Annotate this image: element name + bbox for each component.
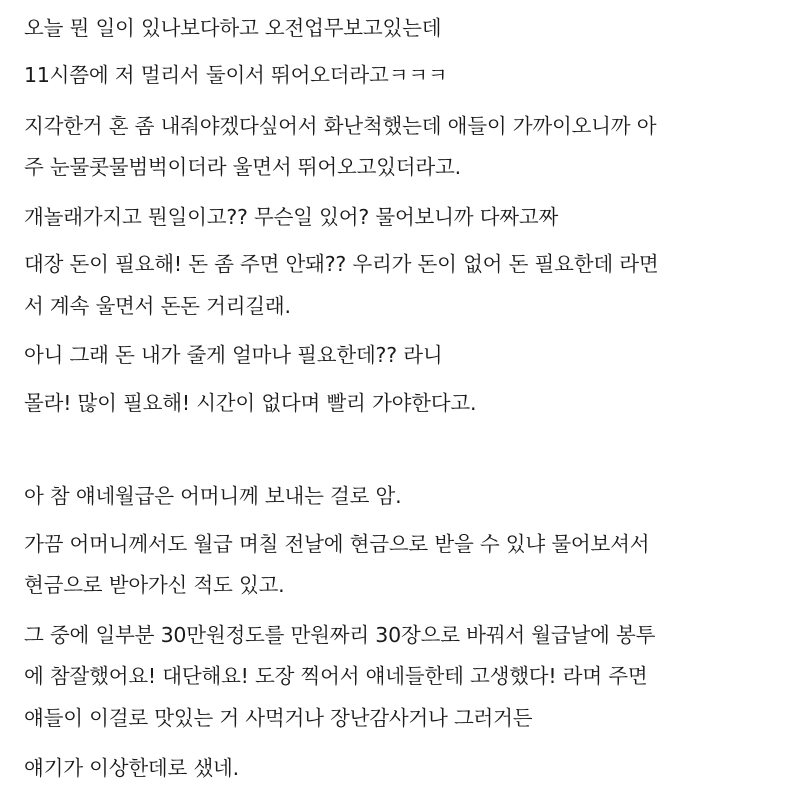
text-line: 11시쯤에 저 멀리서 둘이서 뛰어오더라고ㅋㅋㅋ	[24, 63, 448, 87]
text-line: 대장 돈이 필요해! 돈 좀 주면 안돼?? 우리가 돈이 없어 돈 필요한데 라면	[24, 252, 659, 276]
text-line: 현금으로 받아가신 적도 있고.	[24, 573, 285, 597]
text-line: 얘들이 이걸로 맛있는 거 사먹거나 장난감사거나 그러거든	[24, 706, 533, 730]
text-line: 그 중에 일부분 30만원정도를 만원짜리 30장으로 바꿔서 월급날에 봉투	[24, 623, 656, 647]
text-line: 개놀래가지고 뭔일이고?? 무슨일 있어? 물어보니까 다짜고짜	[24, 205, 559, 229]
text-line: 아니 그래 돈 내가 줄게 얼마나 필요한데?? 라니	[24, 343, 443, 367]
text-line: 가끔 어머니께서도 월급 며칠 전날에 현금으로 받을 수 있냐 물어보셔서	[24, 532, 650, 556]
text-line: 몰라! 많이 필요해! 시간이 없다며 빨리 가야한다고.	[24, 391, 477, 415]
text-line: 주 눈물콧물범벅이더라 울면서 뛰어오고있더라고.	[24, 155, 461, 179]
text-line: 오늘 뭔 일이 있나보다하고 오전업무보고있는데	[24, 16, 442, 40]
text-line: 지각한거 혼 좀 내줘야겠다싶어서 화난척했는데 애들이 가까이오니까 아	[24, 114, 657, 138]
text-line: 아 참 얘네월급은 어머니께 보내는 걸로 암.	[24, 484, 402, 508]
text-line: 얘기가 이상한데로 샜네.	[24, 756, 239, 780]
text-line: 에 참잘했어요! 대단해요! 도장 찍어서 얘네들한테 고생했다! 라며 주면	[24, 664, 648, 688]
text-line: 서 계속 울면서 돈돈 거리길래.	[24, 294, 291, 318]
